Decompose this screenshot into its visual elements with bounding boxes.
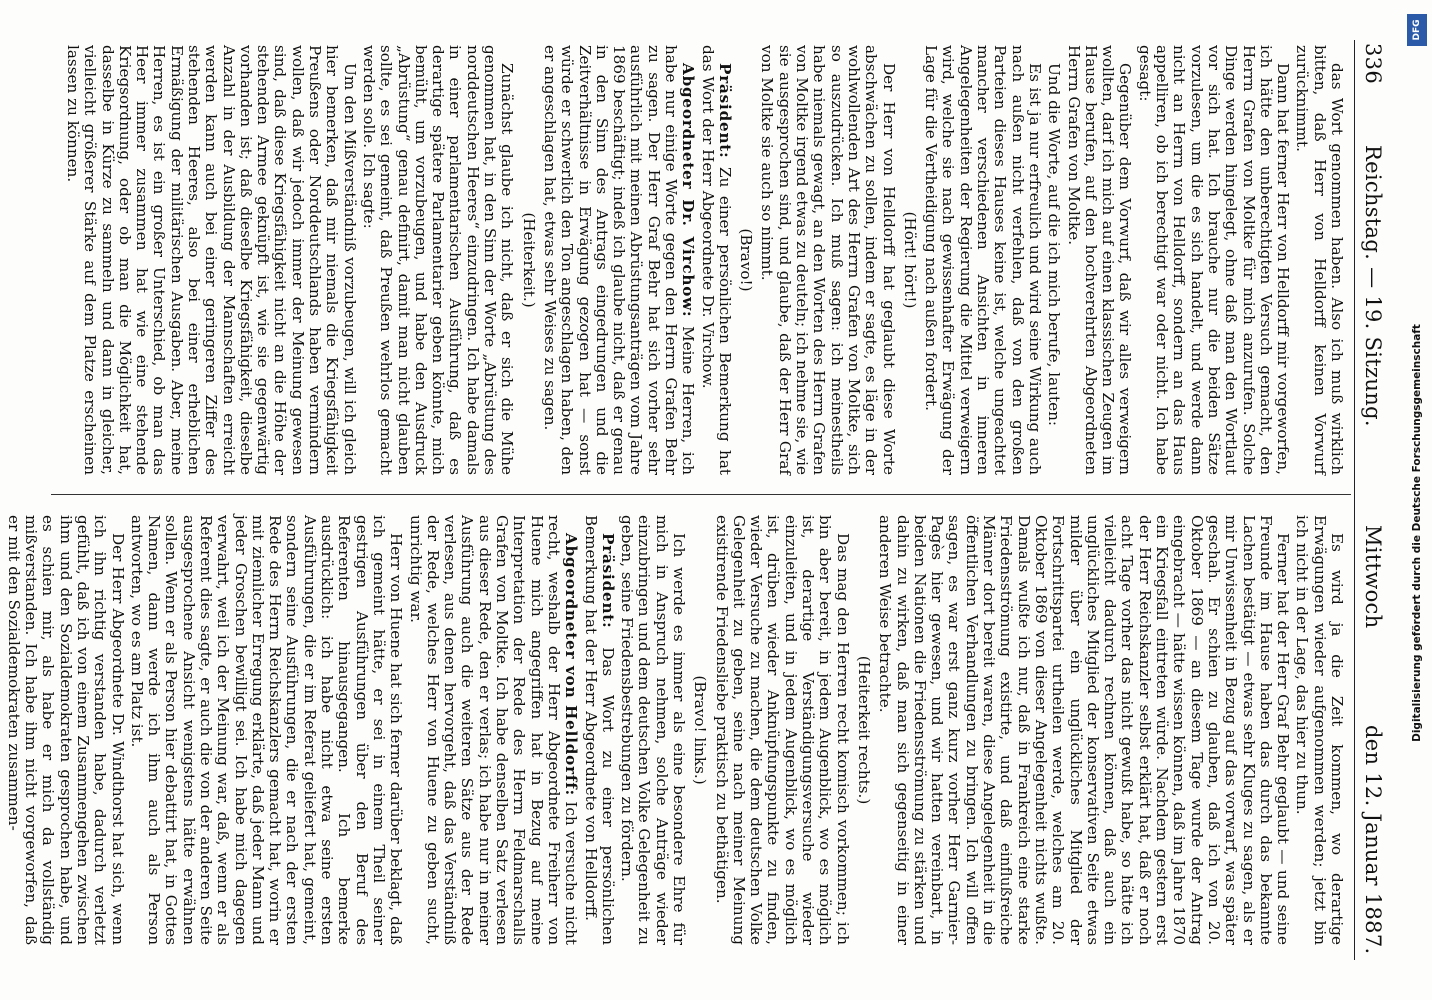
digitization-note: Digitalisierung gefördert durch die Deutsche Forschungsgemeinschaft (1411, 324, 1423, 742)
paragraph: Zunächst glaube ich nicht, daß er sich die Mühe genommen hat, in den Sinn der Worte „Abrüstung des norddeutschen Heeres“ einzudringen. Ich habe damals in einer parlamentarischen Ausführung, daß es derartige spätere Parlamentarier geben könnte, mich bemüht, um vorzubeugen, und habe den Ausdruck „Abrüstung“ genau definirt, damit man nicht glauben sollte, es sei gemeint, daß Preußen wehrlos gemacht werden solle. Ich sagte: (359, 45, 517, 475)
dfg-logo (1407, 14, 1427, 46)
quotation: Um den Mißverständniß vorzubeugen, will ich gleich hier bemerken, daß mir niemals die Kriegsfähigkeit Preußens oder Norddeutschlands haben vermindern wollen, daß wir jedoch immer der Meinung gewesen sind, daß diese Kriegsfähigkeit nicht an die Höhe der stehenden Armee geknüpft ist, wie sie gegenwärtig vorhanden ist; daß dieselbe Kriegsfähigkeit, dieselbe Anzahl in der Ausbildung der Mannschaften erreicht werden kann auch bei einer geringeren Ziffer des stehenden Heeres, also bei einer erheblichen Ermäßigung der militärischen Ausgaben. Aber, meine Herren, es ist ein großer Unterschied, ob man das Heer immer zusammen hat wie eine stehende Kriegsordnung, oder ob man die Möglichkeit hat, dasselbe in Kürze zu sammeln und dann in gleicher, vielleicht größerer Stärke auf dem Platze erscheinen lassen zu können. (63, 45, 359, 475)
interjection: (Bravo!) (737, 228, 756, 292)
speech-paragraph (581, 515, 616, 945)
paragraph: Ich werde es immer als eine besondere Ehre für mich in Anspruch nehmen, solche Anträge wieder einzubringen und dem deutschen Volke Gelegenheit zu geben, seine Friedensbestrebungen zu fördern. (618, 515, 689, 945)
speech-text: Das Wort zu einer persönlichen Bemerkung hat der Herr Abgeordnete von Helldorff. (581, 515, 617, 946)
speech-paragraph (698, 45, 733, 475)
interjection: (Heiterkeit rechts.) (854, 655, 873, 805)
running-title: Reichstag. — 19. Sitzung. (1361, 145, 1385, 427)
paragraph: Das mag den Herren recht komisch vorkommen; ich bin aber bereit, in jedem Augenblick, wo es möglich ist, derartige Verständigungsversuche wieder einzuleiten, und in jedem Augenblick, wo es möglich ist, drüben wieder Anknüpfungspunkte zu finden, wieder Versuche zu machen, die dem deutschen Volke Gelegenheit zu geben, seine nach meiner Meinung existirende Friedensliebe praktisch zu bethätigen. (712, 515, 852, 945)
paragraph: Herr von Huene hat sich ferner darüber beklagt, daß ich gemeint hätte, er sei in einem Theil seiner gestrigen Ausführungen über den Beruf des Referenten hinausgegangen. Ich bemerke ausdrücklich: ich habe nicht etwa seine ersten Ausführungen, die er im Referat geliefert hat, gemeint, sondern seine Ausführungen, die er nach der ersten Rede des Herrn Reichskanzlers gemacht hat, worin er mit ziemlicher Erregung erklärte, daß jeder Mann und jeder Groschen bewilligt sei. Ich habe mich dagegen verwahrt, weil ich der Meinung war, daß, wenn er als Referent dies sagte, er auch die von der anderen Seite ausgesprochene Ansicht wenigstens hätte erwähnen sollen. Wenn er als Person hier debattirt hat, in Gottes Namen, dann werde ich ihm auch als Person antworten, wo es am Platz ist. (127, 515, 406, 945)
quotation: Gegenüber dem Vorwurf, daß wir alles verweigern wollten, darf ich mich auf einen klassischen Zeugen im Hause berufen, auf den hochverehrten Abgeordneten Herrn Grafen von Moltke. (1064, 45, 1135, 475)
paragraph: Ferner hat der Herr Graf Behr geglaubt — und seine Freunde im Hause haben das durch das bekannte Lachen bestätigt — etwas sehr Kluges zu sagen, als er mir Unwissenheit in Bezug auf das vorwarf, was später geschah. Er schien zu glauben, daß ich von 20. Oktober 1869 — an diesem Tage wurde der Antrag eingebracht — hätte wissen können, daß im Jahre 1870 ein Kriegsfall eintreten würde. Nachdem gestern erst der Herr Reichskanzler selbst erklärt hat, daß er noch acht Tage vorher das nicht gewußt habe, so hätte ich vielleicht dadurch rechnen können, daß auch ein unglückliches Mitglied der konservativen Seite etwas milder über ein unglückliches Mitglied der Fortschrittspartei urtheilen werde, welches am 20. Oktober 1869 von dieser Angelegenheit nichts wußte. Damals wußte ich nur, daß in Frankreich eine starke Friedensströmung existirte, und daß einflußreiche Männer dort bereit waren, diese Angelegenheit in die öffentlichen Verhandlungen zu bringen. Ich will offen sagen, es war erst ganz kurz vorher Herr Garnier-Pagès hier gewesen, und wir hatten vereinbart, in beiden Nationen die Friedensströmung zu stärken und dahin zu wirken, daß man sich gegenseitig in einer anderen Weise betrachte. (876, 515, 1293, 945)
interjection: (Hört! hört!) (900, 211, 919, 309)
left-column (55, 45, 1345, 475)
paragraph: das Wort genommen haben. Also ich muß wirklich bitten, daß Herr von Helldorff keinen Vorwurf zurücknimmt. (1293, 45, 1346, 475)
speech-text: Zu einer persönlichen Bemerkung hat das Wort der Herr Abgeordnete Dr. Virchow. (698, 45, 734, 475)
header-rule (1354, 40, 1355, 960)
rotated-sheet (4, 5, 1411, 995)
paragraph: Der Herr Abgeordnete Dr. Windthorst hat sich, wenn ich ihn richtig verstanden habe, dadurch verletzt gefühlt, daß ich von einem Zusammengehen zwischen ihm und den Sozialdemokraten gesprochen habe, und es schien mir, als habe er mich da vollständig mißverstanden. Ich habe ihm nicht vorgeworfen, daß er mit den Sozialdemokraten zusammen- (4, 515, 127, 945)
speaker-label: Präsident: (598, 533, 617, 629)
speech-paragraph (541, 45, 697, 475)
interjection: (Bravo! links.) (691, 675, 710, 785)
paragraph: Und die Worte, auf die ich mich berufe, lauten: (1045, 63, 1064, 426)
paragraph: Es wird ja die Zeit kommen, wo derartige Erwägungen wieder aufgenommen werden; jetzt bin ich nicht in der Lage, das hier zu thun. (1293, 515, 1346, 945)
right-column (4, 515, 1346, 946)
paragraph: Dann hat ferner Herr von Helldorff mir vorgeworfen, ich hätte den unberechtigten Versuch gemacht, den Herrn Grafen von Moltke für mich anzurufen. Solche Dinge werden hingelegt, ohne daß man den Wortlaut vor sich hat. Ich brauche nur die beiden Sätze vorzulesen, um die es sich handelt, und werde dann nicht an Herrn von Helldorff, sondern an das Haus appelliren, ob ich berechtigt war oder nicht. Ich habe gesagt: (1135, 45, 1293, 475)
column-divider (51, 494, 1351, 495)
interjection: (Heiterkeit.) (519, 212, 538, 308)
paragraph: Der Herr von Helldorff hat geglaubt diese Worte abschwächen zu sollen, indem er sagte, es läge in der wohlwollenden Art des Herrn Grafen von Moltke, sich so auszudrücken. Ich muß sagen: ich meinestheils habe niemals gewagt, an den Worten des Herrn Grafen von Moltke irgend etwas zu deuteln; ich nehme sie, wie sie ausgesprochen sind, und glaube, daß der Herr Graf von Moltke sie auch so nimmt. (758, 45, 898, 475)
speech-text: Meine Herren, ich habe nur einige Worte gegen den Herrn Grafen Behr zu sagen. Der Herr Graf Behr hat sich vorher sehr ausführlich mit meinen Abrüstungsanträgen vom Jahre 1869 beschäftigt; indeß ich glaube nicht, daß er genau in den Sinn des Antrags eingedrungen und die Zeitverhältnisse in Erwägung gezogen hat — sonst würde er schwerlich den Ton angeschlagen haben, den er angeschlagen hat, etwas sehr Weises zu sagen. (540, 45, 698, 475)
speaker-label: Abgeordneter von Helldorff: (562, 533, 581, 796)
page-number: 336 (1361, 43, 1385, 84)
speaker-label: Präsident: (715, 63, 734, 159)
dfg-logo-text: DFG (1412, 19, 1422, 41)
quotation: Es ist ja nur erfreulich und wird seine Wirkung auch nach außen nicht verfehlen, daß von den großen Parteien dieses Hauses keine ist, welche ungeachtet mancher verschiedenen Ansichten in inneren Angelegenheiten der Regierung die Mittel verweigern wird, welche sie nach gewissenhafter Erwägung der Lage für die Vertheidigung nach außen fordert. (922, 45, 1044, 475)
speech-text: Ich versuche nicht recht, weshalb der Herr Abgeordnete Freiherr von Huene mich angegriffen hat in Bezug auf meine Interpretation der Rede des Herrn Feldmarschalls Grafen von Moltke. Ich habe denselben Satz verlesen aus dieser Rede, den er verlas; ich habe nur in meiner Ausführung auch die weiteren Sätze aus der Rede verlesen, aus denen hervorgeht, daß das Verständniß der Rede, welches Herr von Huene zu geben sucht, unrichtig war. (406, 515, 581, 946)
session-date: den 12. Januar 1887. (1361, 725, 1385, 955)
weekday: Mittwoch (1361, 525, 1385, 629)
digitization-strip (1405, 8, 1429, 998)
speaker-label: Abgeordneter Dr. Virchow: (679, 63, 698, 318)
speech-paragraph (406, 515, 579, 945)
